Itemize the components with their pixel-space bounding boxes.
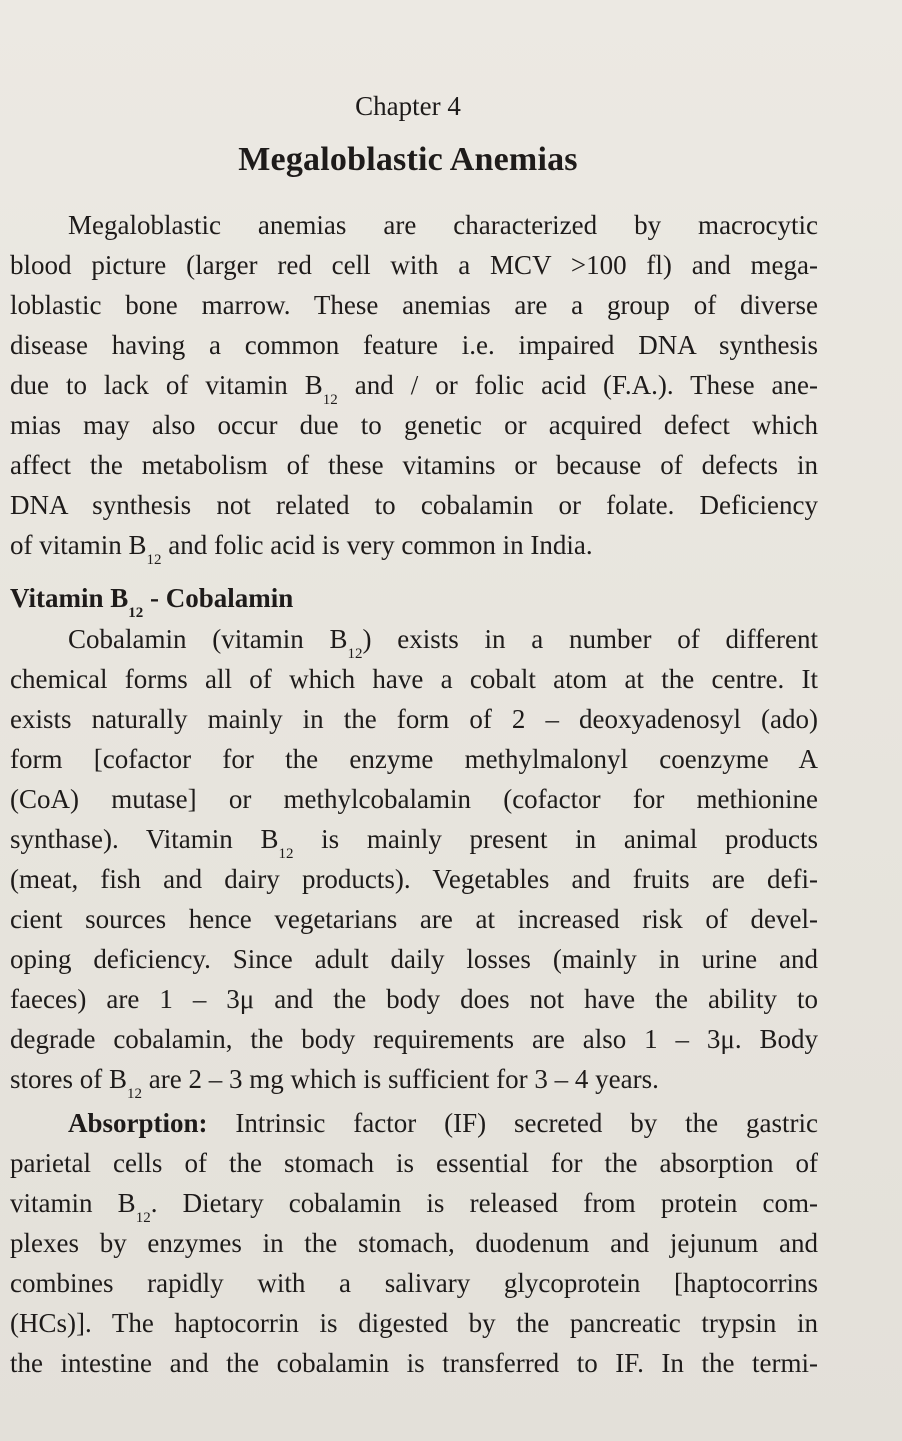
text-line: of vitamin $B_{12}$ and folic acid is very common in India. — [10, 530, 593, 568]
text-line: (meat, fish and dairy products). Vegetables and fruits are defi- — [10, 864, 818, 894]
subscript: 12 — [128, 605, 144, 621]
text-line: chemical forms all of which have a cobalt atom at the centre. It — [10, 664, 818, 694]
text-line: loblastic bone marrow. These anemias are a group of diverse — [10, 290, 818, 320]
text-line: faeces) are 1 – 3μ and the body does not have the ability to — [10, 984, 818, 1014]
cobalamin-paragraph — [10, 619, 818, 1102]
text-line: (CoA) mutase] or methylcobalamin (cofactor for methionine — [10, 784, 818, 814]
text-line: blood picture (larger red cell with a MCV >100 fl) and mega- — [10, 250, 818, 280]
text-line: due to lack of vitamin $B_{12}$ and / or folic acid (F.A.). These ane- — [10, 370, 818, 408]
intro-paragraph — [10, 205, 818, 568]
text-line: vitamin $B_{12}$. Dietary cobalamin is released from protein com- — [10, 1188, 818, 1226]
text-line: form [cofactor for the enzyme methylmalonyl coenzyme A — [10, 744, 818, 774]
text-line: Absorption: Intrinsic factor (IF) secreted by the gastric — [68, 1108, 818, 1138]
text-line: the intestine and the cobalamin is transferred to IF. In the termi- — [10, 1348, 818, 1378]
text-line: oping deficiency. Since adult daily losses (mainly in urine and — [10, 944, 818, 974]
text-line: DNA synthesis not related to cobalamin or folate. Deficiency — [10, 490, 818, 520]
chapter-title: Megaloblastic Anemias — [238, 141, 578, 178]
subscript: 12 — [278, 846, 294, 862]
text-line: synthase). Vitamin $B_{12}$ is mainly present in animal products — [10, 824, 818, 862]
subscript: 12 — [135, 1210, 151, 1226]
chapter-number: Chapter 4 — [355, 91, 461, 121]
page-body — [10, 205, 818, 1383]
subscript: 12 — [146, 552, 162, 568]
text-line: mias may also occur due to genetic or acquired defect which — [10, 410, 818, 440]
text-line: disease having a common feature i.e. impaired DNA synthesis — [10, 330, 818, 360]
subscript: 12 — [347, 646, 363, 662]
text-line: affect the metabolism of these vitamins or because of defects in — [10, 450, 818, 480]
text-line: Cobalamin (vitamin $B_{12}$) exists in a number of different — [68, 624, 818, 662]
text-line: stores of $B_{12}$ are 2 – 3 mg which is sufficient for 3 – 4 years. — [10, 1064, 659, 1102]
subscript: 12 — [127, 1086, 142, 1102]
text-line: Megaloblastic anemias are characterized by macrocytic — [68, 210, 818, 240]
text-line: (HCs)]. The haptocorrin is digested by the pancreatic trypsin in — [10, 1308, 818, 1338]
text-line: exists naturally mainly in the form of 2 – deoxyadenosyl (ado) — [10, 704, 818, 734]
text-line: plexes by enzymes in the stomach, duodenum and jejunum and — [10, 1228, 818, 1258]
text-line: combines rapidly with a salivary glycoprotein [haptocorrins — [10, 1268, 818, 1298]
text-line: cient sources hence vegetarians are at increased risk of devel- — [10, 904, 818, 934]
absorption-paragraph — [10, 1103, 818, 1383]
text-line: parietal cells of the stomach is essential for the absorption of — [10, 1148, 818, 1178]
absorption-label: Absorption: — [68, 1108, 208, 1138]
subscript: 12 — [322, 392, 338, 408]
text-line: degrade cobalamin, the body requirements are also 1 – 3μ. Body — [10, 1024, 818, 1054]
section-heading: Vitamin $B_{12}$ - Cobalamin — [10, 583, 294, 621]
